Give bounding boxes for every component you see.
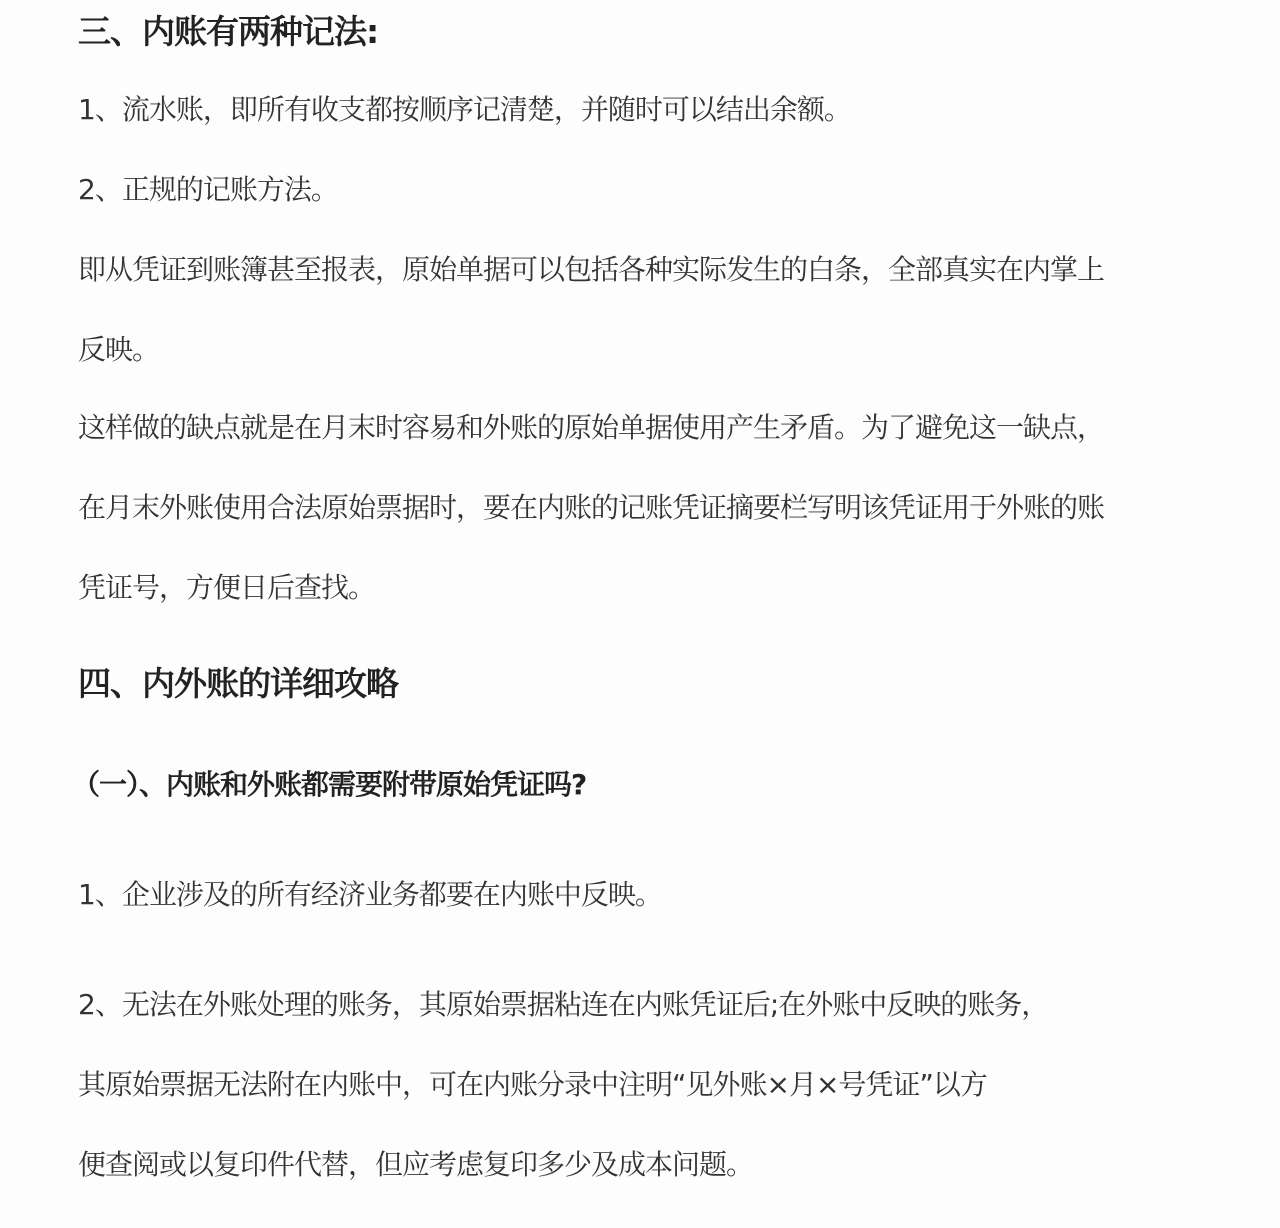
subsection-heading: （一）、内账和外账都需要附带原始凭证吗? (72, 768, 587, 801)
list-item: 1、流水账，即所有收支都按顺序记清楚，并随时可以结出余额。 (78, 93, 851, 126)
paragraph-line: 便查阅或以复印件代替，但应考虑复印多少及成本问题。 (78, 1148, 754, 1181)
paragraph-line: 即从凭证到账簿甚至报表，原始单据可以包括各种实际发生的白条，全部真实在内掌上 (78, 253, 1105, 286)
section-heading-3: 三、内账有两种记法: (78, 12, 379, 51)
section-heading-4: 四、内外账的详细攻略 (78, 664, 398, 703)
list-item: 1、企业涉及的所有经济业务都要在内账中反映。 (78, 878, 662, 911)
paragraph-line: 凭证号，方便日后查找。 (78, 571, 376, 604)
paragraph-line: 其原始票据无法附在内账中，可在内账分录中注明“见外账×月×号凭证”以方 (78, 1068, 987, 1101)
list-item: 2、无法在外账处理的账务，其原始票据粘连在内账凭证后;在外账中反映的账务， (78, 988, 1049, 1021)
list-item: 2、正规的记账方法。 (78, 173, 338, 206)
paragraph-line: 这样做的缺点就是在月末时容易和外账的原始单据使用产生矛盾。为了避免这一缺点， (78, 411, 1105, 444)
paragraph-line: 在月末外账使用合法原始票据时，要在内账的记账凭证摘要栏写明该凭证用于外账的账 (78, 491, 1105, 524)
paragraph-line: 反映。 (78, 333, 160, 366)
